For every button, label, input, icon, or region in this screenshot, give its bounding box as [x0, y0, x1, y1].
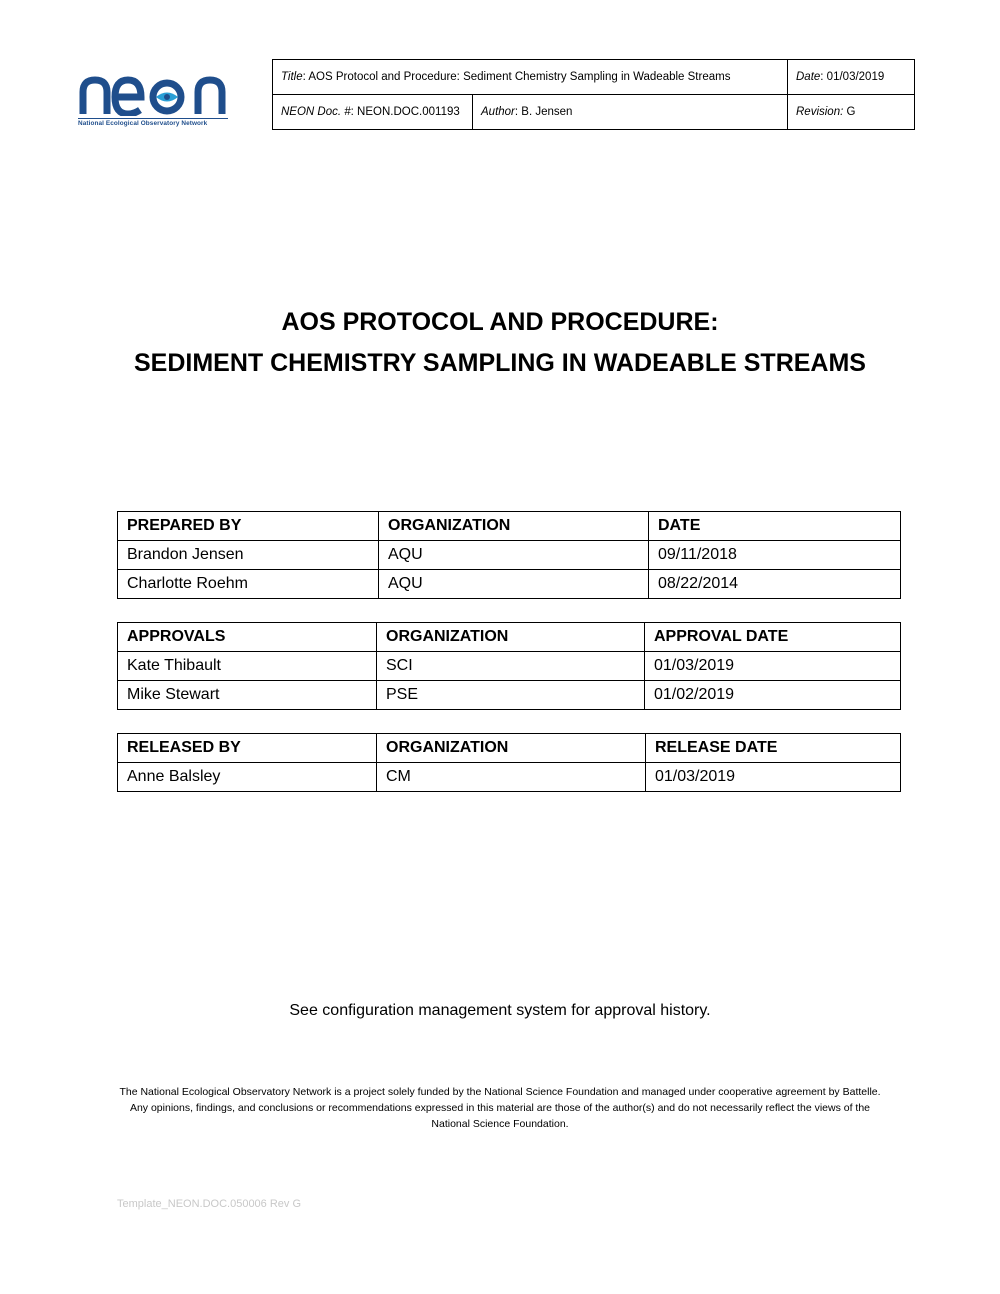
doc-label: NEON Doc. #: [281, 106, 351, 118]
neon-wordmark-icon: [78, 70, 228, 116]
table-row: [118, 570, 901, 599]
table-cell: SCI: [377, 652, 645, 681]
table-header-cell: ORGANIZATION: [377, 623, 645, 652]
table-cell: CM: [377, 763, 646, 792]
document-header-table: [272, 59, 915, 130]
header-date-cell: [788, 60, 915, 95]
date-label: Date: [796, 71, 821, 83]
config-management-note: See configuration management system for approval history.: [289, 1002, 711, 1019]
template-identifier: Template_NEON.DOC.050006 Rev G: [117, 1198, 302, 1210]
document-title-line-2: SEDIMENT CHEMISTRY SAMPLING IN WADEABLE STREAMS: [134, 349, 866, 377]
header-title-cell: [273, 60, 788, 95]
table-cell: AQU: [379, 541, 649, 570]
table-header-cell: APPROVALS: [118, 623, 377, 652]
table-header-cell: RELEASED BY: [118, 734, 377, 763]
document-title: [0, 302, 1000, 384]
table-cell: 08/22/2014: [649, 570, 901, 599]
table-cell: 01/03/2019: [645, 652, 901, 681]
table-row: [118, 681, 901, 710]
table-header-cell: ORGANIZATION: [377, 734, 646, 763]
table-cell: 01/02/2019: [645, 681, 901, 710]
title-value: : AOS Protocol and Procedure: Sediment Chemistry Sampling in Wadeable Streams: [302, 71, 731, 83]
author-value: : B. Jensen: [514, 106, 573, 118]
table-row: [118, 763, 901, 792]
table-row: [118, 652, 901, 681]
table-header-cell: ORGANIZATION: [379, 512, 649, 541]
title-label: Title: [281, 71, 303, 83]
revision-value: G: [843, 106, 856, 118]
revision-label: Revision:: [796, 106, 844, 118]
table-header-cell: DATE: [649, 512, 901, 541]
table-cell: Charlotte Roehm: [118, 570, 379, 599]
approvals-table: [117, 622, 901, 710]
table-header-row: [118, 512, 901, 541]
disclaimer-line-3: National Science Foundation.: [431, 1118, 569, 1130]
logo-tagline: National Ecological Observatory Network: [78, 118, 228, 127]
date-value: : 01/03/2019: [820, 71, 885, 83]
table-cell: Kate Thibault: [118, 652, 377, 681]
table-cell: 09/11/2018: [649, 541, 901, 570]
released-by-table: [117, 733, 901, 792]
header-author-cell: [473, 95, 788, 130]
header-row-meta: [273, 95, 915, 130]
table-cell: PSE: [377, 681, 645, 710]
table-header-cell: APPROVAL DATE: [645, 623, 901, 652]
table-row: [118, 541, 901, 570]
doc-value: : NEON.DOC.001193: [350, 106, 460, 118]
header-revision-cell: [788, 95, 915, 130]
disclaimer-line-1: The National Ecological Observatory Network is a project solely funded by the National Science Foundation and managed under cooperative agreement by Battelle.: [119, 1086, 881, 1098]
table-cell: AQU: [379, 570, 649, 599]
table-header-cell: PREPARED BY: [118, 512, 379, 541]
author-label: Author: [481, 106, 515, 118]
table-cell: Mike Stewart: [118, 681, 377, 710]
table-cell: 01/03/2019: [646, 763, 901, 792]
funding-disclaimer: [110, 1084, 890, 1132]
table-cell: Brandon Jensen: [118, 541, 379, 570]
table-header-cell: RELEASE DATE: [646, 734, 901, 763]
document-title-line-1: AOS PROTOCOL AND PROCEDURE:: [281, 308, 719, 336]
neon-logo: [78, 70, 228, 130]
header-doc-cell: [273, 95, 473, 130]
table-header-row: [118, 734, 901, 763]
table-header-row: [118, 623, 901, 652]
table-cell: Anne Balsley: [118, 763, 377, 792]
disclaimer-line-2: Any opinions, findings, and conclusions or recommendations expressed in this material are those of the author(s) and do not necessarily reflect the views of the: [129, 1102, 871, 1114]
header-row-title: [273, 60, 915, 95]
prepared-by-table: [117, 511, 901, 599]
